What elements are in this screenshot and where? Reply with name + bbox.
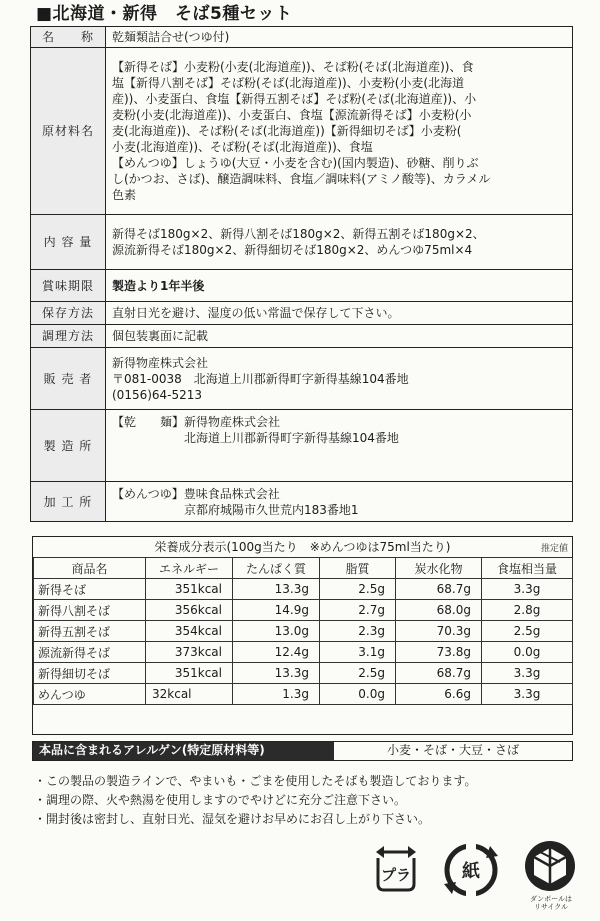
product-name: めんつゆ <box>34 684 146 705</box>
ingredients-line: 色素 <box>112 188 137 202</box>
note-line: ・調理の際、火や熱湯を使用しますのでやけどに充分ご注意下さい。 <box>34 793 407 807</box>
page-title: ■北海道・新得 そば5種セット <box>36 4 293 24</box>
ingredients-line: 【めんつゆ】しょうゆ(大豆・小麦を含む)(国内製造)、砂糖、削りぶ <box>112 156 479 170</box>
energy-cell: 351kcal <box>146 663 233 684</box>
product-name: 新得五割そば <box>34 621 146 642</box>
ingredients-line: 小麦(北海道産))、そば粉(そば(北海道産))、食塩 <box>112 140 373 154</box>
protein-cell: 12.4g <box>233 642 320 663</box>
processor-line: 【めんつゆ】豊味食品株式会社 <box>112 486 280 501</box>
cardboard-caption <box>518 895 584 911</box>
ingredients-line: し(かつお、さば)、醸造調味料、食塩／調味料(アミノ酸等)、カラメル <box>112 172 491 186</box>
maker-line: 北海道上川郡新得町字新得基線104番地 <box>112 431 399 445</box>
salt-cell: 2.8g <box>482 600 573 621</box>
protein-cell: 13.3g <box>233 663 320 684</box>
seller-line: 新得物産株式会社 <box>112 355 209 370</box>
carbs-cell: 73.8g <box>396 642 482 663</box>
plastic-mark-text: プラ <box>380 866 412 884</box>
header-product: 商品名 <box>34 558 146 579</box>
ingredients-line: 麦(北海道産))、そば粉(そば(北海道産))【新得細切そば】小麦粉( <box>112 124 462 138</box>
fat-cell: 2.3g <box>320 621 396 642</box>
protein-cell: 13.0g <box>233 621 320 642</box>
paper-mark-text: 紙 <box>462 861 480 882</box>
product-info-table <box>30 26 573 522</box>
carbs-cell: 68.7g <box>396 663 482 684</box>
energy-cell: 32kcal <box>146 684 233 705</box>
ingredients-value <box>106 48 573 215</box>
table-row <box>34 642 573 663</box>
best-before-value: 製造より1年半後 <box>106 270 573 302</box>
allergen-value: 小麦・そば・大豆・さば <box>386 743 519 757</box>
table-row <box>34 579 573 600</box>
processor-label: 加 工 所 <box>31 482 106 522</box>
cardboard-caption-line: ダンボールは <box>530 895 572 903</box>
energy-cell: 354kcal <box>146 621 233 642</box>
table-row <box>34 600 573 621</box>
cooking-value: 個包装裏面に記載 <box>106 325 573 348</box>
energy-cell: 373kcal <box>146 642 233 663</box>
nutrition-panel <box>32 536 573 735</box>
recycle-marks <box>360 838 600 918</box>
name-label: 名 称 <box>31 27 106 48</box>
storage-value: 直射日光を避け、湿度の低い常温で保存して下さい。 <box>106 302 573 325</box>
table-row <box>34 684 573 705</box>
paper-recycle-icon <box>442 842 500 898</box>
fat-cell: 2.5g <box>320 663 396 684</box>
contents-line: 源流新得そば180g×2、新得細切そば180g×2、めんつゆ75ml×4 <box>112 243 473 257</box>
salt-cell: 3.3g <box>482 579 573 600</box>
header-salt: 食塩相当量 <box>482 558 573 579</box>
protein-cell: 1.3g <box>233 684 320 705</box>
energy-cell: 356kcal <box>146 600 233 621</box>
plastic-recycle-icon <box>368 844 424 896</box>
allergen-bar <box>32 741 573 761</box>
protein-cell: 14.9g <box>233 600 320 621</box>
header-energy: エネルギー <box>146 558 233 579</box>
header-protein: たんぱく質 <box>233 558 320 579</box>
processor-value <box>106 482 573 522</box>
processor-line: 京都府城陽市久世荒内183番地1 <box>112 502 359 517</box>
storage-label: 保存方法 <box>31 302 106 325</box>
fat-cell: 3.1g <box>320 642 396 663</box>
header-fat: 脂質 <box>320 558 396 579</box>
note-line: ・開封後は密封し、直射日光、湿気を避けお早めにお召し上がり下さい。 <box>34 812 431 826</box>
ingredients-line: 【新得そば】小麦粉(小麦(北海道産))、そば粉(そば(北海道産))、食 <box>112 60 474 74</box>
product-name: 新得八割そば <box>34 600 146 621</box>
nutrition-header-row <box>34 558 573 579</box>
salt-cell: 3.3g <box>482 684 573 705</box>
best-before-label: 賞味期限 <box>31 270 106 302</box>
seller-line: (0156)64-5213 <box>112 387 203 402</box>
product-name: 新得そば <box>34 579 146 600</box>
cardboard-caption-line: リサイクル <box>533 903 569 911</box>
seller-label: 販 売 者 <box>31 348 106 410</box>
protein-cell: 13.3g <box>233 579 320 600</box>
name-value: 乾麺類詰合せ(つゆ付) <box>106 27 573 48</box>
header-carbs: 炭水化物 <box>396 558 482 579</box>
table-row <box>34 663 573 684</box>
contents-line: 新得そば180g×2、新得八割そば180g×2、新得五割そば180g×2、 <box>112 227 485 241</box>
ingredients-line: 産))、小麦蛋白、食塩【新得五割そば】そば粉(そば(北海道産))、小 <box>112 92 477 106</box>
cardboard-recycle-icon <box>520 838 580 894</box>
carbs-cell: 6.6g <box>396 684 482 705</box>
carbs-cell: 70.3g <box>396 621 482 642</box>
nutrition-estimate-note: 推定値 <box>540 544 568 554</box>
allergen-label: 本品に含まれるアレルゲン(特定原材料等) <box>33 742 334 760</box>
fat-cell: 0.0g <box>320 684 396 705</box>
salt-cell: 3.3g <box>482 663 573 684</box>
ingredients-line: 塩【新得八割そば】そば粉(そば(北海道産))、小麦粉(小麦(北海道 <box>112 76 465 90</box>
maker-line: 【乾 麺】新得物産株式会社 <box>112 415 281 429</box>
cooking-label: 調理方法 <box>31 325 106 348</box>
carbs-cell: 68.7g <box>396 579 482 600</box>
caution-notes <box>34 772 594 829</box>
fat-cell: 2.5g <box>320 579 396 600</box>
fat-cell: 2.7g <box>320 600 396 621</box>
product-name: 源流新得そば <box>34 642 146 663</box>
table-row <box>34 621 573 642</box>
ingredients-line: 麦粉(小麦(北海道産))、小麦蛋白、食塩【源流新得そば】小麦粉(小 <box>112 108 472 122</box>
maker-label: 製 造 所 <box>31 410 106 482</box>
seller-line: 〒081-0038 北海道上川郡新得町字新得基線104番地 <box>112 371 409 386</box>
seller-value <box>106 348 573 410</box>
note-line: ・この製品の製造ラインで、やまいも・ごまを使用したそばも製造しております。 <box>34 774 477 788</box>
contents-label: 内 容 量 <box>31 215 106 270</box>
nutrition-title: 栄養成分表示(100g当たり ※めんつゆは75ml当たり) <box>154 540 451 554</box>
salt-cell: 0.0g <box>482 642 573 663</box>
contents-value <box>106 215 573 270</box>
maker-value <box>106 410 573 482</box>
product-name: 新得細切そば <box>34 663 146 684</box>
salt-cell: 2.5g <box>482 621 573 642</box>
nutrition-table <box>33 557 573 705</box>
energy-cell: 351kcal <box>146 579 233 600</box>
ingredients-label: 原材料名 <box>31 48 106 215</box>
carbs-cell: 68.0g <box>396 600 482 621</box>
